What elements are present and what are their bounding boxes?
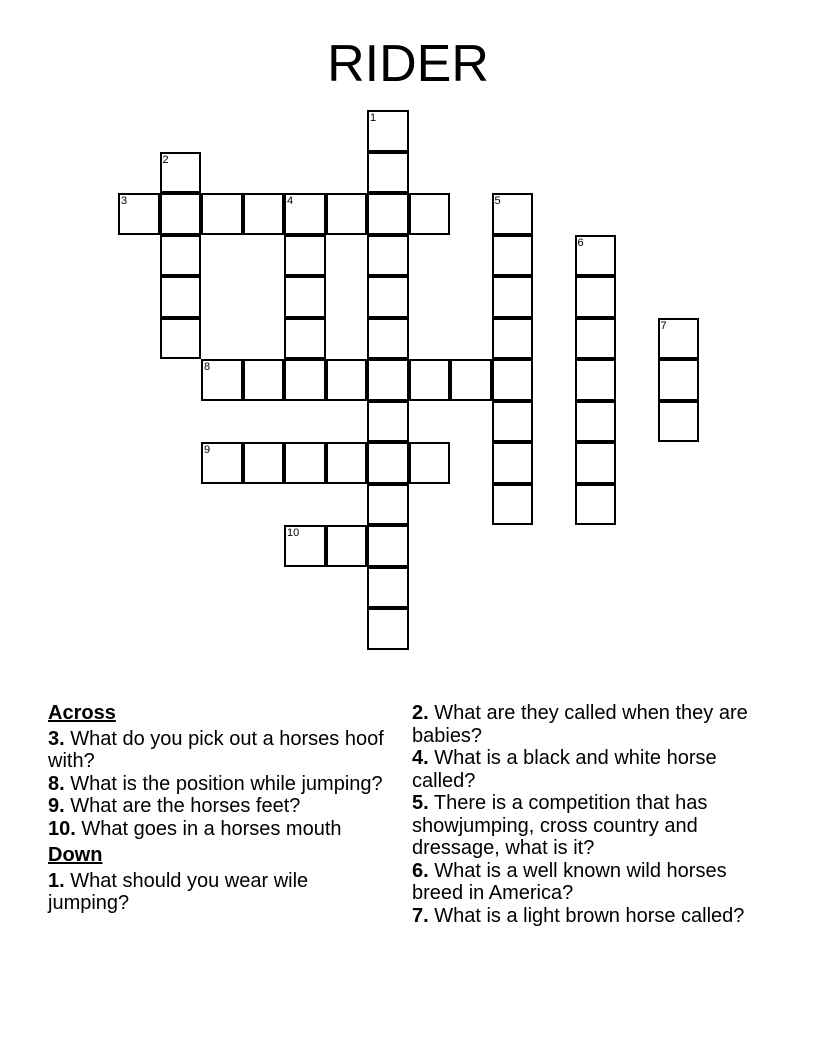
clue-down-2 <box>412 702 757 747</box>
clue-number-label: 8 <box>204 361 211 373</box>
grid-cell[interactable] <box>367 152 409 194</box>
clue-number: 6. <box>412 859 429 882</box>
clue-number-label: 2 <box>162 153 169 166</box>
clue-text: There is a competition that has showjumping, cross country and dressage, what is it? <box>412 792 708 859</box>
clue-number: 4. <box>412 747 429 769</box>
grid-cell[interactable] <box>492 484 534 526</box>
grid-cell[interactable] <box>658 318 700 360</box>
clue-text: What is a light brown horse called? <box>434 904 745 927</box>
grid-cell[interactable] <box>160 152 202 194</box>
grid-cell[interactable] <box>492 193 534 235</box>
grid-cell[interactable] <box>492 401 534 443</box>
grid-cell[interactable] <box>367 110 409 152</box>
grid-cell[interactable] <box>492 442 534 484</box>
grid-cell[interactable] <box>658 359 700 401</box>
clue-number: 2. <box>412 702 429 724</box>
grid-cell[interactable] <box>201 193 243 235</box>
grid-cell[interactable] <box>160 235 202 277</box>
clue-number: 9. <box>48 795 65 817</box>
grid-cell[interactable] <box>492 235 534 277</box>
clue-text: What is the position while jumping? <box>70 772 383 795</box>
clue-number: 1. <box>48 869 65 892</box>
clue-down-5 <box>412 792 757 860</box>
across-heading: Across <box>48 702 116 724</box>
grid-cell[interactable] <box>492 318 534 360</box>
grid-cell[interactable] <box>367 359 409 401</box>
grid-cell[interactable] <box>118 193 160 235</box>
grid-cell[interactable] <box>575 484 617 526</box>
clue-number-label: 6 <box>577 236 584 249</box>
grid-cell[interactable] <box>326 359 368 401</box>
grid-cell[interactable] <box>326 193 368 235</box>
grid-cell[interactable] <box>284 276 326 318</box>
grid-cell[interactable] <box>409 193 451 235</box>
grid-cell[interactable] <box>575 318 617 360</box>
clue-text: What should you wear wile jumping? <box>48 869 309 914</box>
grid-cell[interactable] <box>367 318 409 360</box>
down-heading: Down <box>48 844 103 866</box>
grid-cell[interactable] <box>367 442 409 484</box>
grid-cell[interactable] <box>367 276 409 318</box>
grid-cell[interactable] <box>492 276 534 318</box>
clue-text: What are the horses feet? <box>70 795 301 817</box>
clue-down-1 <box>48 870 393 915</box>
grid-cell[interactable] <box>160 276 202 318</box>
grid-cell[interactable] <box>492 359 534 401</box>
clue-down-4 <box>412 747 757 792</box>
grid-cell[interactable] <box>367 235 409 277</box>
clue-text: What do you pick out a horses hoof with? <box>48 727 384 772</box>
clue-text: What is a black and white horse called? <box>412 747 717 792</box>
grid-cell[interactable] <box>367 484 409 526</box>
grid-cell[interactable] <box>367 401 409 443</box>
grid-cell[interactable] <box>284 442 326 484</box>
clue-number-label: 7 <box>660 319 667 332</box>
clue-across-9 <box>48 795 393 818</box>
grid-cell[interactable] <box>367 608 409 650</box>
grid-cell[interactable] <box>575 442 617 484</box>
clue-number-label: 1 <box>370 112 377 124</box>
clue-text: What are they called when they are babies? <box>412 702 748 747</box>
clue-number-label: 9 <box>204 444 211 456</box>
grid-cell[interactable] <box>243 442 285 484</box>
grid-cell[interactable] <box>658 401 700 443</box>
grid-cell[interactable] <box>575 235 617 277</box>
clue-number-label: 4 <box>287 195 294 207</box>
clue-down-7 <box>412 905 757 928</box>
grid-cell[interactable] <box>409 442 451 484</box>
clue-number: 7. <box>412 904 429 927</box>
grid-cell[interactable] <box>326 525 368 567</box>
grid-cell[interactable] <box>284 318 326 360</box>
grid-cell[interactable] <box>160 193 202 235</box>
clue-text: What goes in a horses mouth <box>81 817 342 840</box>
grid-cell[interactable] <box>201 359 243 401</box>
clue-number: 5. <box>412 792 429 814</box>
clue-across-10 <box>48 818 393 841</box>
grid-cell[interactable] <box>575 401 617 443</box>
grid-cell[interactable] <box>367 525 409 567</box>
clue-across-3 <box>48 728 393 773</box>
clue-number-label: 5 <box>494 195 501 207</box>
clues-left-column <box>48 702 393 915</box>
clue-number: 8. <box>48 772 65 795</box>
grid-cell[interactable] <box>367 567 409 609</box>
grid-cell[interactable] <box>409 359 451 401</box>
clues-right-column <box>412 702 757 927</box>
grid-cell[interactable] <box>284 525 326 567</box>
puzzle-title: RIDER <box>327 35 489 93</box>
grid-cell[interactable] <box>284 235 326 277</box>
grid-cell[interactable] <box>367 193 409 235</box>
clue-number: 3. <box>48 727 65 750</box>
grid-cell[interactable] <box>284 359 326 401</box>
grid-cell[interactable] <box>575 276 617 318</box>
clue-across-8 <box>48 773 393 796</box>
clue-text: What is a well known wild horses breed in America? <box>412 859 727 904</box>
grid-cell[interactable] <box>160 318 202 360</box>
clue-number: 10. <box>48 817 76 840</box>
grid-cell[interactable] <box>326 442 368 484</box>
grid-cell[interactable] <box>243 359 285 401</box>
grid-cell[interactable] <box>450 359 492 401</box>
clue-number-label: 10 <box>287 527 300 539</box>
clue-number-label: 3 <box>121 195 128 207</box>
clue-down-6 <box>412 860 757 905</box>
grid-cell[interactable] <box>201 442 243 484</box>
grid-cell[interactable] <box>284 193 326 235</box>
grid-cell[interactable] <box>575 359 617 401</box>
grid-cell[interactable] <box>243 193 285 235</box>
